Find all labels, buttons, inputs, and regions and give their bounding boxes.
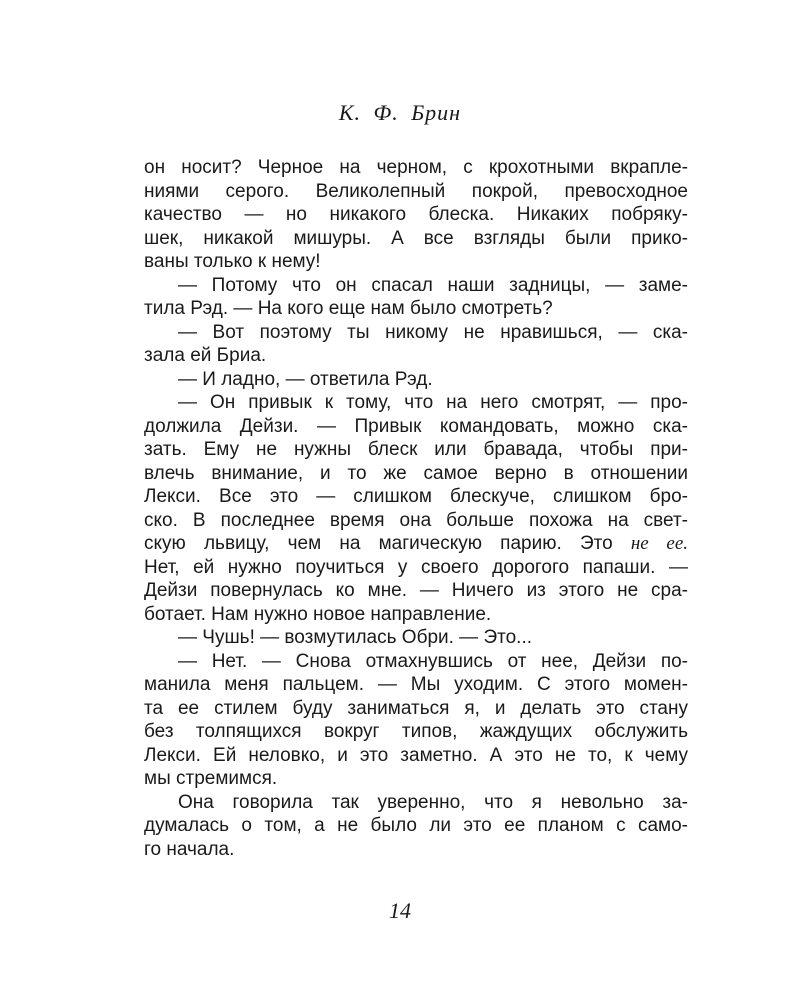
text-line-content: качество — но никакого блеска. Никаких побряку- bbox=[144, 204, 688, 225]
text-line bbox=[144, 626, 688, 650]
text-line-content: Лекси. Ей неловко, и это заметно. А это не то, к чему bbox=[144, 744, 688, 766]
text-line bbox=[144, 297, 688, 321]
text-line bbox=[144, 603, 688, 627]
text-line bbox=[144, 650, 688, 674]
text-line-content: — Нет. — Снова отмахнувшись от нее, Дейзи по- bbox=[178, 650, 688, 672]
text-line-content: скую львицу, чем на магическую парию. Это bbox=[144, 533, 613, 554]
text-line-content: — Вот поэтому ты никому не нравишься, — ска- bbox=[178, 321, 688, 343]
text-line-content: Лекси. Все это — слишком блескуче, слишком бро- bbox=[144, 486, 688, 507]
text-line bbox=[144, 344, 688, 368]
text-line-content: он носит? Черное на черном, с крохотными вкрапле- bbox=[144, 157, 688, 178]
text-line bbox=[144, 203, 688, 227]
text-line-content: тила Рэд. — На кого еще нам было смотреть? bbox=[144, 298, 553, 319]
text-line-content: зать. Ему не нужны блеск или бравада, чтобы при- bbox=[144, 439, 688, 460]
text-line bbox=[144, 791, 688, 815]
text-line-content: манила меня пальцем. — Мы уходим. С этого момен- bbox=[144, 674, 688, 695]
text-line-content: та ее стилем буду заниматься я, и делать это стану bbox=[144, 697, 688, 719]
text-line bbox=[144, 250, 688, 274]
text-line-content: го начала. bbox=[144, 838, 235, 860]
text-line-content: ботает. Нам нужно новое направление. bbox=[144, 603, 492, 625]
running-head-author: К. Ф. Брин bbox=[338, 100, 462, 125]
text-line bbox=[144, 227, 688, 251]
text-line-emphasis: не ее. bbox=[630, 533, 688, 554]
text-line-content: влечь внимание, и то же самое верно в отношении bbox=[144, 462, 688, 484]
text-line-content: — Чушь! — возмутилась Обри. — Это... bbox=[178, 627, 533, 648]
body-text bbox=[144, 156, 688, 861]
text-line bbox=[144, 744, 688, 768]
text-line-content: зала ей Бриа. bbox=[144, 345, 267, 366]
text-line bbox=[144, 579, 688, 603]
text-line bbox=[144, 485, 688, 509]
text-line-content: ваны только к нему! bbox=[144, 251, 321, 272]
text-line-content: Нет, ей нужно поучиться у своего дорогого папаши. — bbox=[144, 556, 688, 578]
page-number: 14 bbox=[389, 898, 411, 923]
text-line-content: должила Дейзи. — Привык командовать, можно ска- bbox=[144, 415, 688, 437]
text-line bbox=[144, 767, 688, 791]
text-line bbox=[144, 391, 688, 415]
text-line-content: Она говорила так уверенно, что я невольно за- bbox=[178, 791, 688, 813]
text-line-content: Дейзи повернулась ко мне. — Ничего из этого не сра- bbox=[144, 580, 688, 601]
text-line bbox=[144, 415, 688, 439]
text-line bbox=[144, 462, 688, 486]
text-line bbox=[144, 321, 688, 345]
text-line bbox=[144, 673, 688, 697]
text-line bbox=[144, 156, 688, 180]
text-line bbox=[144, 838, 688, 862]
text-line bbox=[144, 438, 688, 462]
text-line-content: ско. В последнее время она больше похожа на свет- bbox=[144, 509, 688, 531]
text-line bbox=[144, 814, 688, 838]
text-line bbox=[144, 532, 688, 556]
text-line bbox=[144, 274, 688, 298]
text-line-content: без толпящихся вокруг типов, жаждущих обслужить bbox=[144, 721, 688, 742]
text-line bbox=[144, 180, 688, 204]
text-line-content: ниями серого. Великолепный покрой, превосходное bbox=[144, 180, 688, 202]
text-line-content: шек, никакой мишуры. А все взгляды были прико- bbox=[144, 227, 688, 249]
text-line-content: мы стремимся. bbox=[144, 768, 278, 789]
text-line-content: — И ладно, — ответила Рэд. bbox=[178, 368, 433, 390]
text-line-content: — Он привык к тому, что на него смотрят, — про- bbox=[178, 392, 688, 413]
text-line-content: думалась о том, а не было ли это ее планом с само- bbox=[144, 815, 688, 836]
text-line-content: — Потому что он спасал наши задницы, — заме- bbox=[178, 274, 688, 296]
text-line bbox=[144, 368, 688, 392]
text-line bbox=[144, 697, 688, 721]
text-line bbox=[144, 556, 688, 580]
text-line bbox=[144, 509, 688, 533]
text-line bbox=[144, 720, 688, 744]
